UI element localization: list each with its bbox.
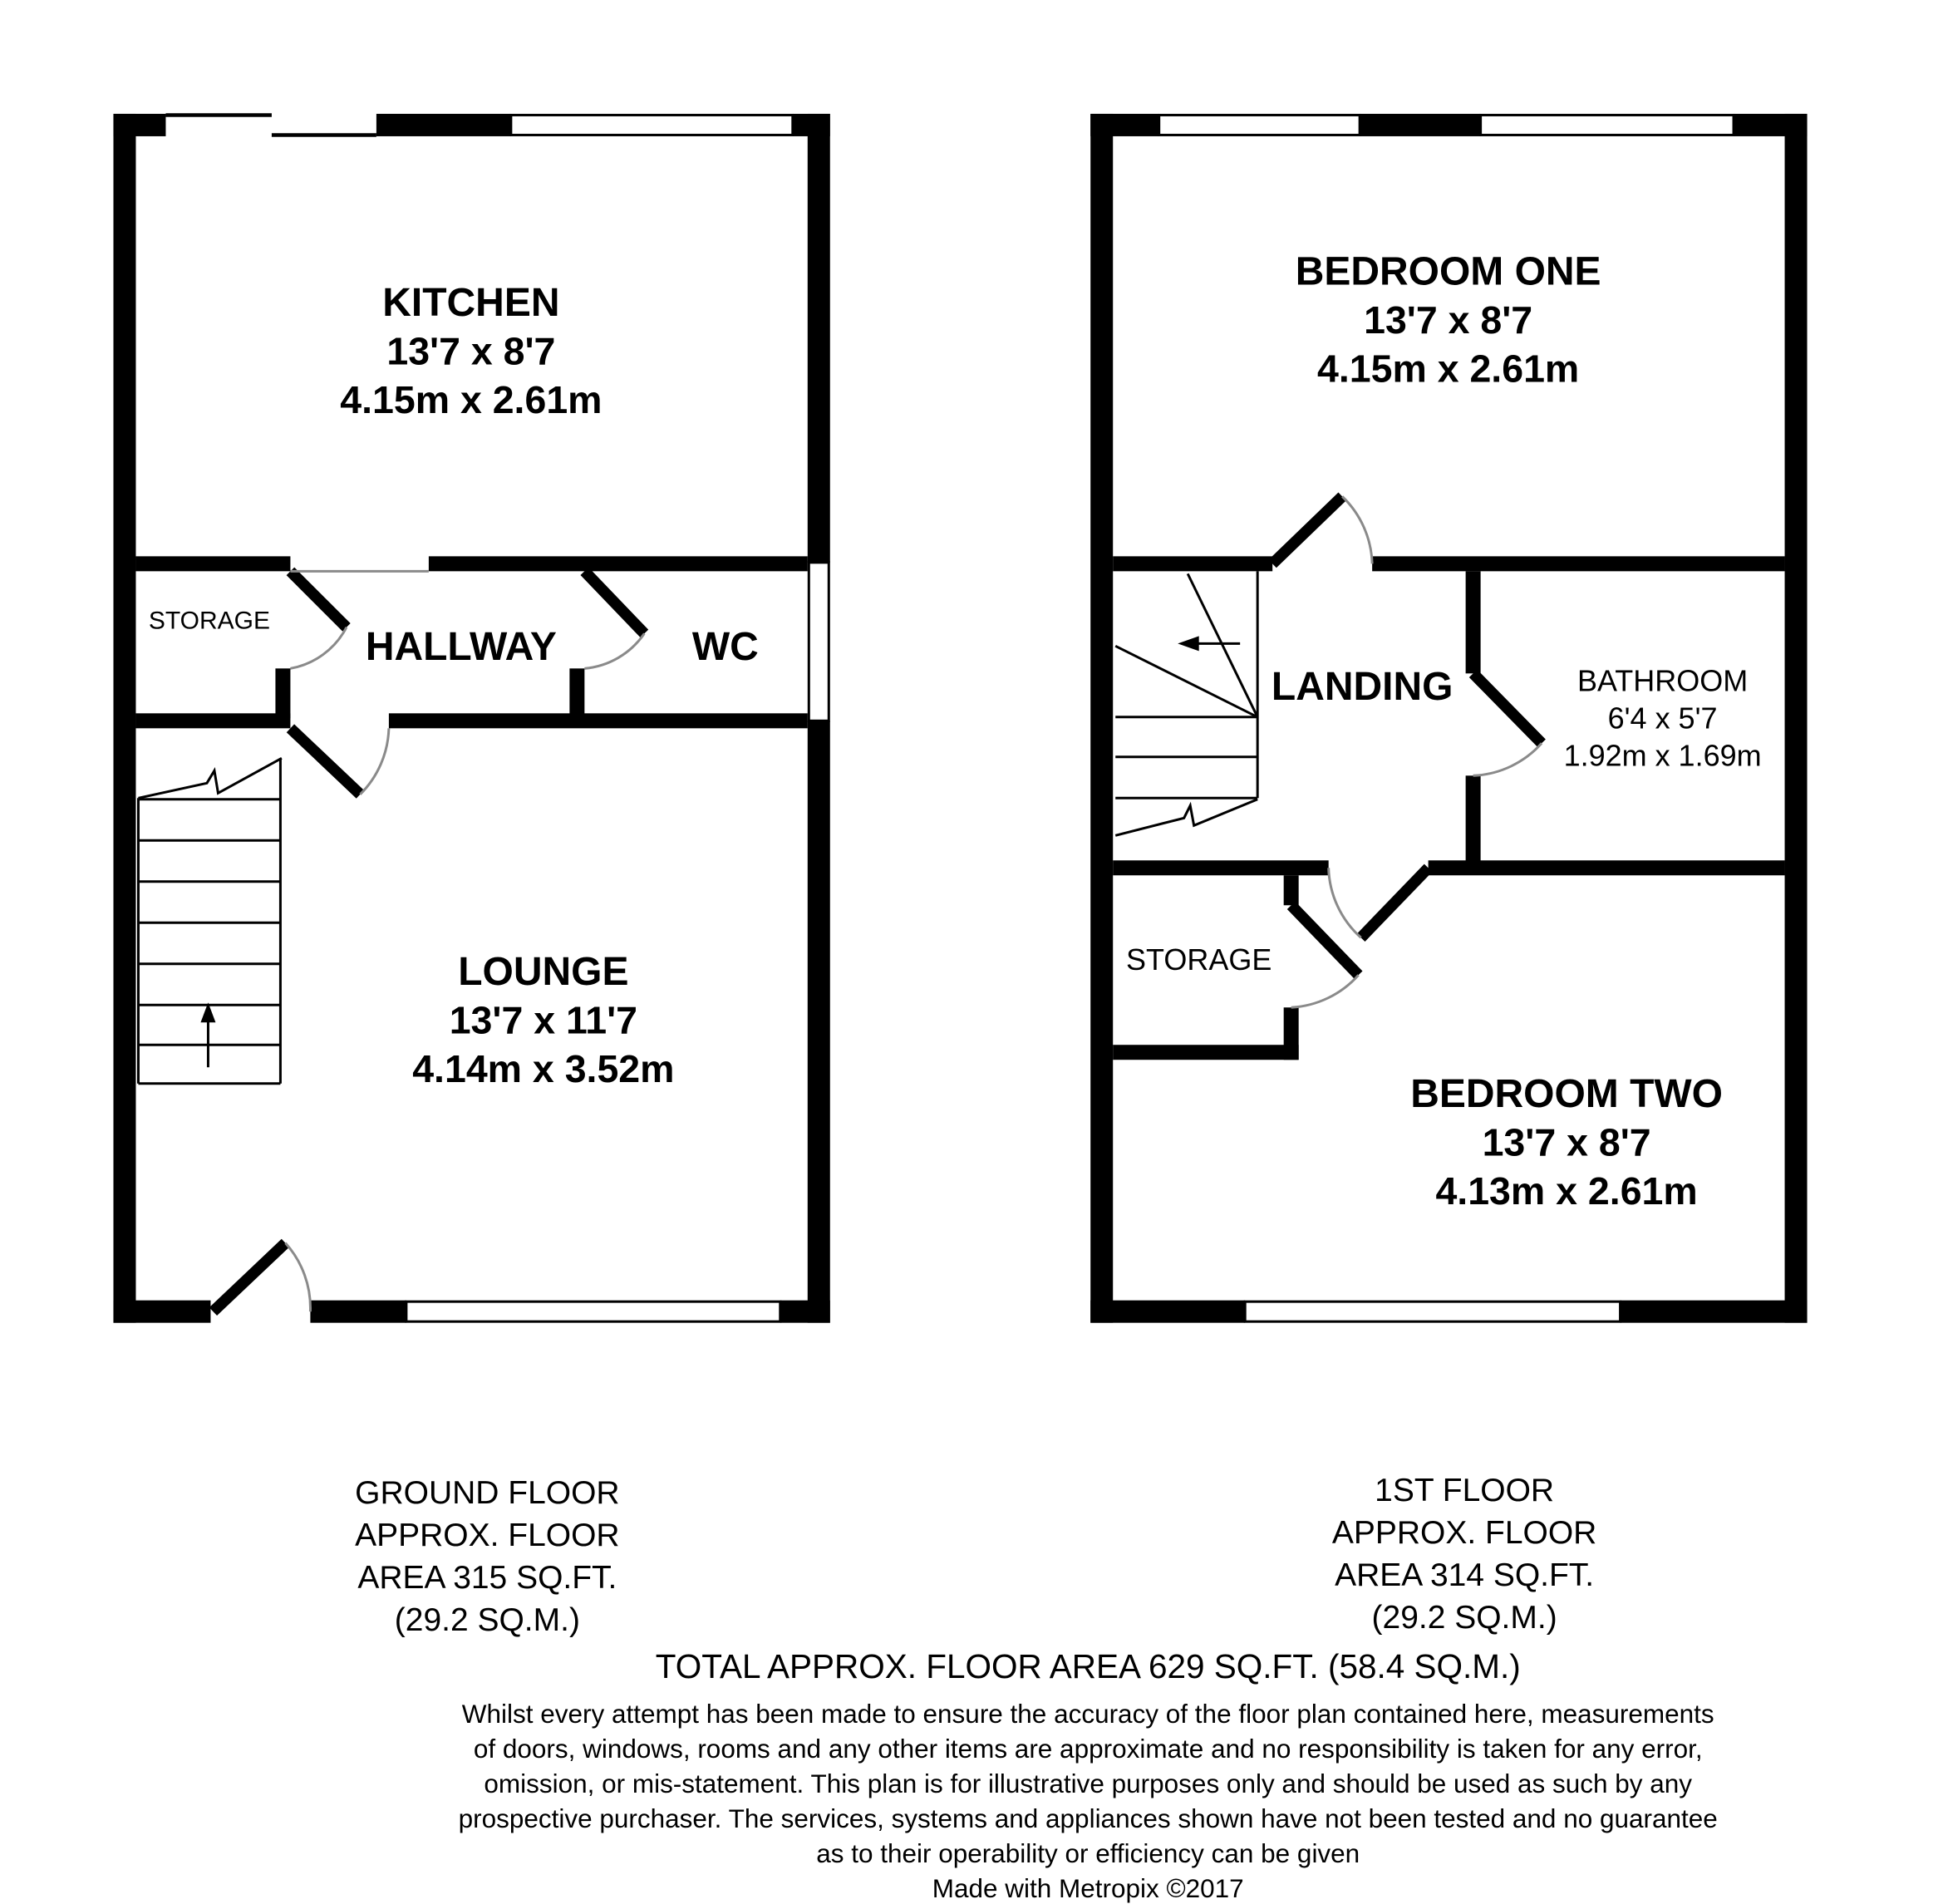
bedroom-two-metric: 4.13m x 2.61m bbox=[1435, 1169, 1698, 1213]
ground-floor-caption bbox=[355, 1475, 619, 1638]
bedroom-two-imperial: 13'7 x 8'7 bbox=[1482, 1120, 1651, 1164]
first-floor-stairs bbox=[1115, 571, 1257, 835]
first-bottom-wall bbox=[1090, 1301, 1245, 1323]
disclaimer-line: Whilst every attempt has been made to ensure the accuracy of the floor plan contained here, measurements bbox=[461, 1699, 1714, 1729]
first-caption-line: APPROX. FLOOR bbox=[1331, 1515, 1597, 1552]
disclaimer-line: omission, or mis-statement. This plan is for illustrative purposes only and should be used as such by any bbox=[484, 1769, 1693, 1799]
disclaimer-line: of doors, windows, rooms and any other items are approximate and no responsibility is taken for any error, bbox=[473, 1734, 1703, 1764]
first-floor-plan bbox=[1090, 114, 1807, 1323]
lounge-imperial: 13'7 x 11'7 bbox=[449, 998, 638, 1042]
lounge-metric: 4.14m x 3.52m bbox=[412, 1047, 675, 1091]
ground-caption-line: (29.2 SQ.M.) bbox=[394, 1602, 580, 1639]
bedroom-two-name: BEDROOM TWO bbox=[1410, 1072, 1723, 1117]
bedroom-one-partition-wall bbox=[1113, 556, 1272, 571]
first-top-wall bbox=[1360, 114, 1480, 136]
door-swing-arc bbox=[290, 627, 346, 668]
first-left-wall bbox=[1090, 114, 1113, 1323]
ground-top-wall bbox=[376, 114, 511, 136]
disclaimer-line: as to their operability or efficiency can be given bbox=[816, 1838, 1360, 1869]
ground-bottom-wall bbox=[310, 1301, 406, 1323]
door-swing-arc bbox=[360, 728, 388, 794]
storage-label: STORAGE bbox=[148, 607, 270, 635]
disclaimer-line: prospective purchaser. The services, systems and appliances shown have not been tested and no guarantee bbox=[458, 1803, 1718, 1834]
kitchen-window bbox=[511, 115, 793, 135]
credit: Made with Metropix ©2017 bbox=[932, 1873, 1244, 1904]
wc-door bbox=[584, 571, 644, 633]
ground-right-wall bbox=[808, 114, 830, 563]
kitchen-partition-wall bbox=[135, 556, 290, 571]
lounge-name: LOUNGE bbox=[458, 950, 629, 995]
bedroom-two-door bbox=[1361, 868, 1429, 937]
bathroom-wall bbox=[1466, 775, 1481, 863]
bedroom-one-window bbox=[1481, 115, 1734, 135]
ground-right-wall bbox=[808, 721, 830, 1322]
first-floor-caption bbox=[1332, 1473, 1596, 1636]
door-swing-arc bbox=[1342, 496, 1372, 563]
disclaimer bbox=[459, 1699, 1718, 1903]
first-caption-line: 1ST FLOOR bbox=[1375, 1473, 1555, 1509]
door-swing-arc bbox=[1473, 743, 1542, 775]
bathroom-door bbox=[1473, 673, 1542, 743]
bedroom-one-window bbox=[1159, 115, 1360, 135]
total-area: TOTAL APPROX. FLOOR AREA 629 SQ.FT. (58.4 SQ.M.) bbox=[655, 1647, 1521, 1686]
front-door bbox=[213, 1243, 285, 1311]
first-bottom-wall bbox=[1621, 1301, 1808, 1323]
ground-caption-line: GROUND FLOOR bbox=[355, 1475, 620, 1512]
bedroom-two-window bbox=[1245, 1301, 1620, 1321]
kitchen-imperial: 13'7 x 8'7 bbox=[386, 329, 556, 373]
ground-stairs bbox=[138, 758, 281, 1083]
landing-partition-wall bbox=[1113, 860, 1328, 875]
bedroom-one-imperial: 13'7 x 8'7 bbox=[1364, 298, 1533, 342]
lounge-window bbox=[406, 1301, 780, 1321]
wc-window bbox=[809, 563, 829, 721]
kitchen-partition-wall bbox=[429, 556, 808, 571]
bedroom-one-metric: 4.15m x 2.61m bbox=[1316, 347, 1580, 391]
first-caption-line: AREA 314 SQ.FT. bbox=[1335, 1557, 1595, 1594]
ground-bottom-wall bbox=[780, 1301, 830, 1323]
storage-label: STORAGE bbox=[1126, 942, 1272, 977]
door-swing-arc bbox=[584, 633, 644, 668]
wc-wall bbox=[569, 668, 584, 718]
ground-caption-line: APPROX. FLOOR bbox=[355, 1518, 620, 1554]
kitchen-metric: 4.15m x 2.61m bbox=[340, 377, 603, 421]
bathroom-imperial: 6'4 x 5'7 bbox=[1607, 701, 1718, 736]
storage-wall bbox=[1113, 1045, 1298, 1060]
landing-name: LANDING bbox=[1271, 664, 1454, 709]
ground-left-wall bbox=[113, 114, 135, 1323]
bedroom-one-name: BEDROOM ONE bbox=[1295, 249, 1601, 294]
bathroom-metric: 1.92m x 1.69m bbox=[1563, 738, 1762, 773]
door-swing-arc bbox=[285, 1243, 310, 1311]
bedroom-one-partition-wall bbox=[1372, 556, 1784, 571]
wc-name: WC bbox=[691, 624, 759, 669]
hallway-name: HALLWAY bbox=[365, 624, 557, 669]
ground-floor-plan bbox=[113, 114, 829, 1323]
ground-caption-line: AREA 315 SQ.FT. bbox=[357, 1560, 617, 1597]
bedroom-two-partition-wall bbox=[1429, 860, 1785, 875]
ground-bottom-wall bbox=[113, 1301, 210, 1323]
kitchen-name: KITCHEN bbox=[382, 280, 560, 325]
door-swing-arc bbox=[1329, 868, 1361, 937]
storage-door bbox=[1291, 905, 1359, 975]
hallway-partition-wall bbox=[389, 713, 808, 728]
storage-wall bbox=[1284, 875, 1299, 905]
bathroom-wall bbox=[1466, 571, 1481, 673]
stair-arrow-icon bbox=[1178, 636, 1198, 651]
bedroom-one-door bbox=[1272, 496, 1342, 563]
lounge-door bbox=[290, 728, 360, 794]
door-swing-arc bbox=[1291, 975, 1359, 1007]
hallway-partition-wall bbox=[135, 713, 290, 728]
storage-wall bbox=[275, 668, 290, 718]
storage-door bbox=[290, 571, 346, 627]
bathroom-name: BATHROOM bbox=[1576, 663, 1749, 698]
first-caption-line: (29.2 SQ.M.) bbox=[1371, 1600, 1557, 1636]
first-right-wall bbox=[1785, 114, 1808, 1323]
